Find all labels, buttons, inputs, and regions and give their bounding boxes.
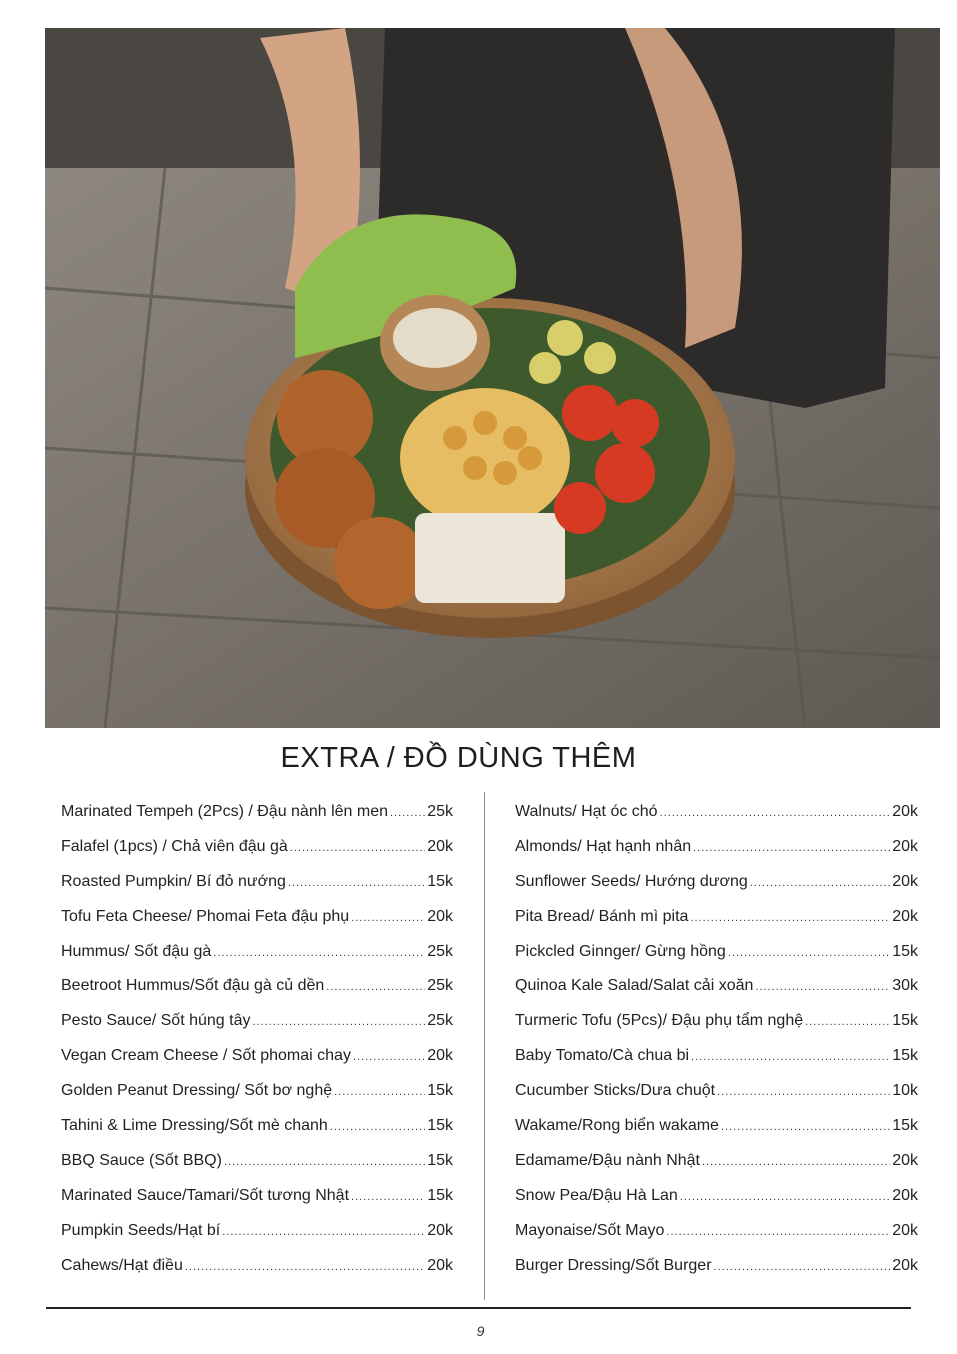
item-name: Baby Tomato/Cà chua bi — [515, 1047, 690, 1065]
list-item — [61, 1253, 453, 1288]
item-name: Tofu Feta Cheese/ Phomai Feta đậu phụ — [61, 907, 350, 925]
list-item — [61, 1008, 453, 1043]
item-price: 20k — [427, 1047, 453, 1065]
list-item — [61, 1043, 453, 1078]
leader-dots — [755, 974, 890, 1000]
item-price: 20k — [892, 837, 918, 855]
item-price: 20k — [892, 872, 918, 890]
column-divider — [484, 792, 485, 1300]
leader-dots — [222, 1219, 425, 1245]
left-menu-column — [61, 799, 453, 1287]
item-name: Wakame/Rong biển wakame — [515, 1117, 719, 1135]
item-name: BBQ Sauce (Sốt BBQ) — [61, 1151, 222, 1169]
leader-dots — [680, 1184, 890, 1210]
item-name: Almonds/ Hạt hạnh nhân — [515, 837, 692, 855]
item-price: 15k — [892, 1047, 918, 1065]
item-price: 20k — [892, 1151, 918, 1169]
leader-dots — [330, 1114, 425, 1140]
item-price: 25k — [427, 942, 453, 960]
list-item — [515, 1183, 918, 1218]
leader-dots — [691, 1044, 890, 1070]
leader-dots — [326, 974, 425, 1000]
leader-dots — [728, 940, 890, 966]
item-name: Quinoa Kale Salad/Salat cải xoăn — [515, 977, 754, 995]
leader-dots — [750, 870, 890, 896]
list-item — [515, 904, 918, 939]
item-price: 20k — [892, 907, 918, 925]
item-name: Vegan Cream Cheese / Sốt phomai chay — [61, 1047, 351, 1065]
list-item — [61, 904, 453, 939]
item-price: 30k — [892, 977, 918, 995]
leader-dots — [805, 1009, 890, 1035]
leader-dots — [666, 1219, 890, 1245]
list-item — [515, 939, 918, 974]
item-price: 20k — [427, 1256, 453, 1274]
item-name: Beetroot Hummus/Sốt đậu gà củ dền — [61, 977, 325, 995]
item-name: Marinated Sauce/Tamari/Sốt tương Nhật — [61, 1186, 350, 1204]
item-name: Burger Dressing/Sốt Burger — [515, 1256, 712, 1274]
item-name: Pita Bread/ Bánh mì pita — [515, 907, 689, 925]
food-bowl-photo — [45, 28, 940, 728]
list-item — [61, 834, 453, 869]
leader-dots — [714, 1254, 891, 1280]
list-item — [515, 1043, 918, 1078]
leader-dots — [693, 835, 890, 861]
list-item — [515, 1253, 918, 1288]
footer-rule — [46, 1307, 911, 1309]
item-price: 20k — [427, 907, 453, 925]
item-price: 20k — [892, 1186, 918, 1204]
leader-dots — [721, 1114, 890, 1140]
list-item — [61, 1148, 453, 1183]
leader-dots — [717, 1079, 890, 1105]
item-name: Turmeric Tofu (5Pcs)/ Đậu phụ tẩm nghệ — [515, 1012, 804, 1030]
item-name: Pickcled Ginnger/ Gừng hồng — [515, 942, 726, 960]
list-item — [515, 1008, 918, 1043]
item-price: 15k — [892, 1012, 918, 1030]
item-price: 15k — [427, 1151, 453, 1169]
item-name: Pesto Sauce/ Sốt húng tây — [61, 1012, 251, 1030]
leader-dots — [288, 870, 425, 896]
item-name: Pumpkin Seeds/Hạt bí — [61, 1221, 221, 1239]
item-price: 15k — [427, 1117, 453, 1135]
list-item — [515, 973, 918, 1008]
list-item — [515, 1113, 918, 1148]
list-item — [61, 1218, 453, 1253]
item-price: 15k — [892, 942, 918, 960]
item-price: 15k — [892, 1117, 918, 1135]
leader-dots — [351, 1184, 425, 1210]
item-price: 25k — [427, 977, 453, 995]
item-name: Sunflower Seeds/ Hướng dương — [515, 872, 748, 890]
leader-dots — [390, 800, 425, 826]
page-number: 9 — [476, 1323, 485, 1339]
list-item — [61, 1113, 453, 1148]
item-price: 25k — [427, 1012, 453, 1030]
item-name: Snow Pea/Đậu Hà Lan — [515, 1186, 678, 1204]
list-item — [61, 939, 453, 974]
item-name: Hummus/ Sốt đậu gà — [61, 942, 212, 960]
item-name: Tahini & Lime Dressing/Sốt mè chanh — [61, 1117, 328, 1135]
item-price: 10k — [892, 1082, 918, 1100]
leader-dots — [351, 905, 425, 931]
item-price: 20k — [427, 837, 453, 855]
list-item — [61, 1078, 453, 1113]
item-name: Edamame/Đậu nành Nhật — [515, 1151, 700, 1169]
list-item — [61, 973, 453, 1008]
list-item — [515, 834, 918, 869]
leader-dots — [213, 940, 425, 966]
item-name: Cucumber Sticks/Dưa chuột — [515, 1082, 716, 1100]
leader-dots — [702, 1149, 890, 1175]
list-item — [61, 869, 453, 904]
leader-dots — [690, 905, 890, 931]
item-price: 15k — [427, 1082, 453, 1100]
item-price: 20k — [892, 1221, 918, 1239]
item-price: 25k — [427, 803, 453, 820]
leader-dots — [290, 835, 425, 861]
list-item — [515, 1148, 918, 1183]
item-name: Marinated Tempeh (2Pcs) / Đậu nành lên men — [61, 803, 388, 820]
item-name: Golden Peanut Dressing/ Sốt bơ nghệ — [61, 1082, 333, 1100]
leader-dots — [660, 800, 891, 826]
item-price: 20k — [892, 1256, 918, 1274]
list-item — [515, 1218, 918, 1253]
leader-dots — [334, 1079, 425, 1105]
item-price: 15k — [427, 872, 453, 890]
item-name: Mayonaise/Sốt Mayo — [515, 1221, 665, 1239]
right-menu-column — [515, 799, 918, 1287]
item-price: 20k — [427, 1221, 453, 1239]
list-item — [61, 799, 453, 834]
item-price: 20k — [892, 803, 918, 820]
list-item — [61, 1183, 453, 1218]
list-item — [515, 1078, 918, 1113]
item-name: Walnuts/ Hạt óc chó — [515, 803, 658, 820]
list-item — [515, 869, 918, 904]
leader-dots — [224, 1149, 425, 1175]
item-name: Roasted Pumpkin/ Bí đỏ nướng — [61, 872, 286, 890]
item-name: Cahews/Hạt điều — [61, 1256, 183, 1274]
leader-dots — [353, 1044, 425, 1070]
leader-dots — [252, 1009, 425, 1035]
item-name: Falafel (1pcs) / Chả viên đậu gà — [61, 837, 288, 855]
leader-dots — [185, 1254, 425, 1280]
list-item — [515, 799, 918, 834]
item-price: 15k — [427, 1186, 453, 1204]
page-title: EXTRA / ĐỒ DÙNG THÊM — [280, 742, 637, 774]
